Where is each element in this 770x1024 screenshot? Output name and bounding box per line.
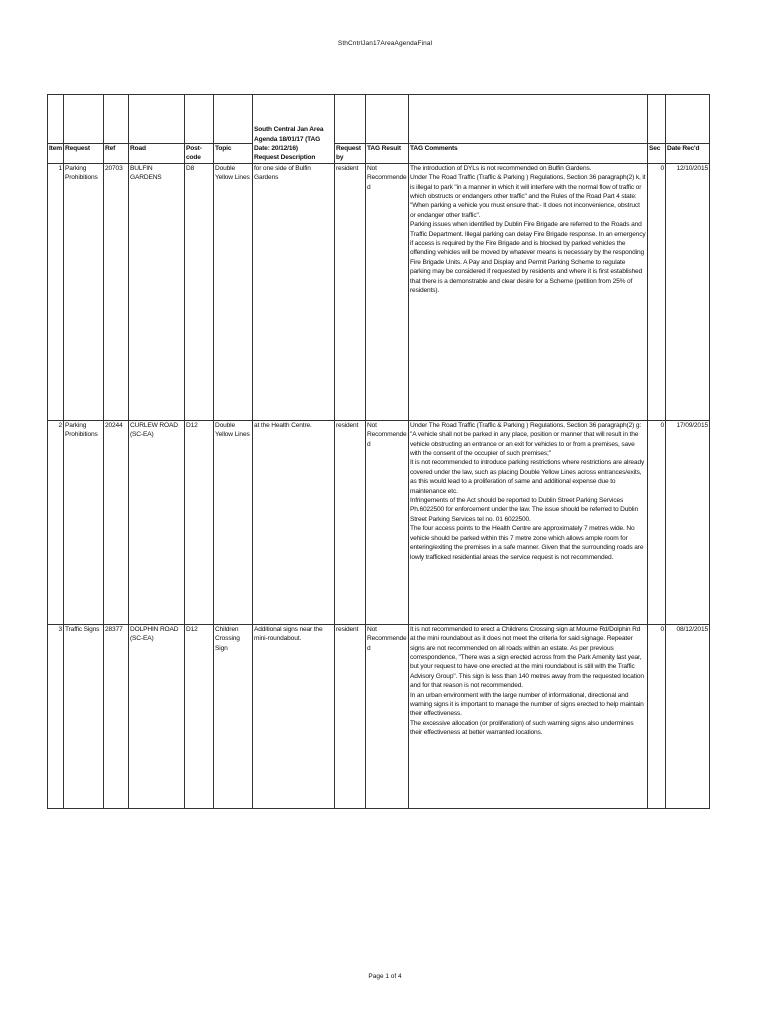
- cell-sec: 0: [648, 624, 666, 808]
- cell-tag-comments: [409, 163, 648, 420]
- header-tag-result: TAG Result: [366, 144, 409, 164]
- comment-paragraph: Parking issues when identified by Dublin Fire Brigade are referred to the Roads and Traffic Department. Illegal parking can delay Fire Brigade response. In an emergency if access is required by the Fire Brigade and is blocked by parked vehicles the offending vehicles will be moved by whatever means is necessary by the responding Fire Brigade Units. A Pay and Display and Permit Parking Scheme to regulate parking may be considered if requested by residents and where it is first established that there is a demonstrable and clear desire for a Scheme (petition from 25% of residents).: [410, 221, 646, 295]
- header-request-by: Request by: [335, 144, 366, 164]
- table-title-row: [48, 95, 710, 144]
- cell-request-by: resident: [335, 624, 366, 808]
- cell-postcode: D8: [185, 163, 214, 420]
- header-request: Request: [64, 144, 104, 164]
- cell-request-description: Additional signs near the mini-roundabout.: [253, 624, 335, 808]
- header-row: [48, 144, 710, 164]
- cell-sec: 0: [648, 163, 666, 420]
- cell-date-recd: 17/09/2015: [666, 420, 710, 624]
- page-number-footer: Page 1 of 4: [368, 973, 402, 980]
- cell-tag-comments: [409, 420, 648, 624]
- cell-tag-comments: [409, 624, 648, 808]
- comment-paragraph: Under The Road Traffic (Traffic & Parking ) Regulations, Section 36 paragraph(2) g: "A vehicle shall not be parked in any place, position or manner that will result in the vehicle obstructing an entrance or an exit for vehicles to or from a premises, save with the consent of the occupier of such premises;": [410, 421, 642, 458]
- header-postcode: Post-code: [185, 144, 214, 164]
- cell-topic: Double Yellow Lines: [214, 420, 253, 624]
- cell-request-by: resident: [335, 163, 366, 420]
- cell-road: CURLEW ROAD (SC-EA): [129, 420, 185, 624]
- header-topic: Topic: [214, 144, 253, 164]
- header-tag-comments: TAG Comments: [409, 144, 648, 164]
- cell-date-recd: 08/12/2015: [666, 624, 710, 808]
- cell-request: Parking Prohibitions: [64, 163, 104, 420]
- cell-sec: 0: [648, 420, 666, 624]
- comment-paragraph: In an urban environment with the large number of informational, directional and warning signs it is important to manage the number of signs erected to help maintain their effectiveness.: [410, 691, 644, 718]
- header-road: Road: [129, 144, 185, 164]
- header-ref: Ref: [104, 144, 129, 164]
- cell-item: 2: [48, 420, 64, 624]
- header-sec: Sec: [648, 144, 666, 164]
- cell-request-description: at the Health Centre.: [253, 420, 335, 624]
- cell-date-recd: 12/10/2015: [666, 163, 710, 420]
- comment-paragraph: Under The Road Traffic (Traffic & Parking ) Regulations, Section 36 paragraph(2) k, it is illegal to park "in a manner in which it will interfere with the normal flow of traffic or which obstructs or endangers other traffic" and the Rules of the Road Part 4 state: "When parking a vehicle you must ensure that:- It does not inconvenience, obstruct or endanger other traffic".: [410, 174, 646, 219]
- cell-topic: Double Yellow Lines: [214, 163, 253, 420]
- cell-request-by: resident: [335, 420, 366, 624]
- cell-tag-result: Not Recommended: [366, 624, 409, 808]
- table-row: [48, 420, 710, 624]
- header-request-description: Request Description: [254, 154, 316, 162]
- header-item: Item: [48, 144, 64, 164]
- cell-request: Parking Prohibitions: [64, 420, 104, 624]
- agenda-heading: South Central Jan Area Agenda 18/01/17 (TAG Date: 20/12/16): [254, 126, 324, 152]
- cell-ref: 20703: [104, 163, 129, 420]
- table-row: [48, 163, 710, 420]
- cell-request: Traffic Signs: [64, 624, 104, 808]
- agenda-table: [47, 94, 710, 809]
- comment-paragraph: The excessive allocation (or proliferation) of such warning signs also undermines their effectiveness at better warranted locations.: [410, 719, 634, 737]
- cell-ref: 20244: [104, 420, 129, 624]
- cell-postcode: D12: [185, 420, 214, 624]
- table-row: [48, 624, 710, 808]
- document-header-title: SthCntrlJan17AreaAgendaFinal: [337, 40, 433, 47]
- comment-paragraph: It is not recommended to introduce parking restrictions where restrictions are already covered under the law, such as placing Double Yellow Lines across entrances/exits, as this would lead to a proliferation of same and additional expense due to maintenance etc.: [410, 459, 645, 495]
- cell-road: BULFIN GARDENS: [129, 163, 185, 420]
- comment-paragraph: The introduction of DYLs is not recommended on Bulfin Gardens.: [410, 164, 592, 172]
- comment-paragraph: The four access points to the Health Centre are approximately 7 metres wide. No vehicle should be parked within this 7 metre zone which allows ample room for entering/exiting the premises in a safe manner. Given that the surrounding roads are lowly trafficked residential areas the service request is not recommended.: [410, 525, 644, 561]
- cell-road: DOLPHIN ROAD (SC-EA): [129, 624, 185, 808]
- comment-paragraph: It is not recommended to erect a Childrens Crossing sign at Mourne Rd/Dolphin Rd at the mini roundabout as it does not meet the criteria for said signage. Repeater signs are not recommended on all roads within an estate. As per previous correspondence, "There was a sign erected across from the Park Amenity last year, but your request to have one erected at the mini roundabout is still with the Traffic Advisory Group". This sign is less than 140 metres away from the requested location and for that reason is not recommended.: [410, 625, 644, 690]
- cell-item: 3: [48, 624, 64, 808]
- cell-tag-result: Not Recommended: [366, 420, 409, 624]
- cell-tag-result: Not Recommended: [366, 163, 409, 420]
- comment-paragraph: Infringements of the Act should be reported to Dublin Street Parking Services Ph.6022500 for enforcement under the law. The issue should be referred to Dublin Street Parking Services tel no. 01 6022500.: [410, 497, 638, 523]
- header-date-recd: Date Rec'd: [666, 144, 710, 164]
- cell-ref: 28377: [104, 624, 129, 808]
- agenda-heading-cell: [253, 95, 335, 164]
- cell-postcode: D12: [185, 624, 214, 808]
- cell-topic: Children Crossing Sign: [214, 624, 253, 808]
- cell-item: 1: [48, 163, 64, 420]
- cell-request-description: for one side of Bulfin Gardens: [253, 163, 335, 420]
